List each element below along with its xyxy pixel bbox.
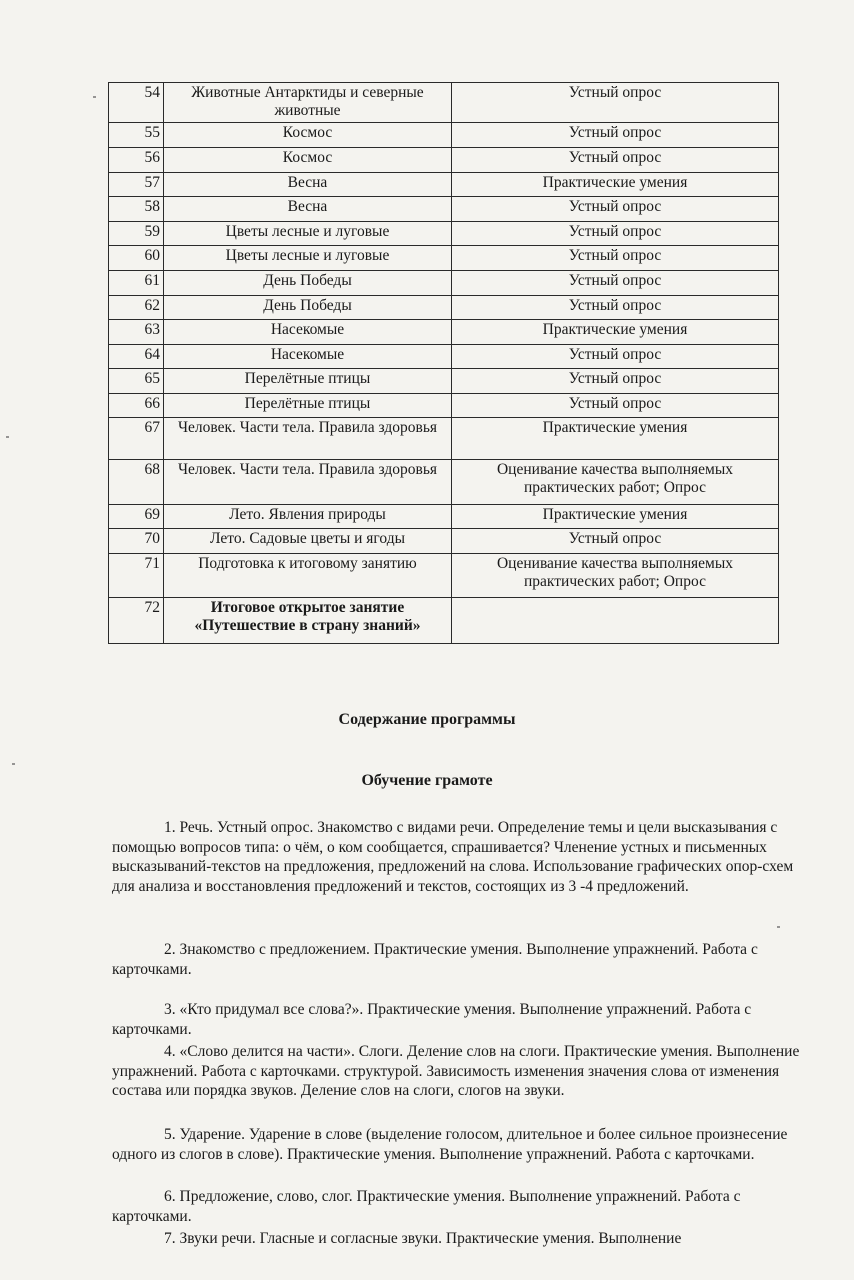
row-number: 62 — [109, 296, 164, 320]
row-number: 55 — [109, 123, 164, 148]
row-assessment: Устный опрос — [452, 123, 779, 148]
row-topic: Перелётные птицы — [164, 369, 452, 394]
row-assessment: Устный опрос — [452, 296, 779, 320]
row-assessment: Устный опрос — [452, 369, 779, 394]
row-assessment: Устный опрос — [452, 222, 779, 246]
scan-speck — [777, 926, 780, 928]
row-topic: Животные Антарктиды и северные животные — [164, 83, 452, 123]
table-row — [109, 123, 779, 148]
row-topic: Лето. Явления природы — [164, 505, 452, 529]
scan-speck — [93, 96, 96, 98]
row-assessment: Устный опрос — [452, 148, 779, 173]
paragraph: 7. Звуки речи. Гласные и согласные звуки. Практические умения. Выполнение — [164, 1230, 682, 1247]
row-topic: День Победы — [164, 296, 452, 320]
lesson-plan-body — [109, 83, 779, 644]
scan-speck — [6, 436, 9, 438]
table-row — [109, 394, 779, 418]
row-number: 72 — [109, 598, 164, 644]
paragraph: 5. Ударение. Ударение в слове (выделение голосом, длительное и более сильное произнесение одного из слогов в слове). Практические умения. Выполнение упражнений. Работа с карточками. — [112, 1126, 788, 1163]
row-number: 56 — [109, 148, 164, 173]
row-number: 61 — [109, 271, 164, 296]
table-row — [109, 320, 779, 345]
row-topic: Человек. Части тела. Правила здоровья — [164, 460, 452, 505]
row-topic: Цветы лесные и луговые — [164, 246, 452, 271]
row-assessment: Устный опрос — [452, 246, 779, 271]
row-number: 69 — [109, 505, 164, 529]
row-topic: Весна — [164, 197, 452, 222]
row-topic: Перелётные птицы — [164, 394, 452, 418]
paragraph: 6. Предложение, слово, слог. Практические умения. Выполнение упражнений. Работа с карточками. — [112, 1188, 741, 1225]
row-assessment: Оценивание качества выполняемых практических работ; Опрос — [452, 554, 779, 598]
paragraph: 3. «Кто придумал все слова?». Практические умения. Выполнение упражнений. Работа с карточками. — [112, 1001, 752, 1038]
subsection-title: Обучение грамоте — [361, 772, 493, 789]
row-topic: Цветы лесные и луговые — [164, 222, 452, 246]
row-number: 65 — [109, 369, 164, 394]
row-assessment: Устный опрос — [452, 197, 779, 222]
row-number: 68 — [109, 460, 164, 505]
row-topic: Лето. Садовые цветы и ягоды — [164, 529, 452, 554]
row-topic: Человек. Части тела. Правила здоровья — [164, 418, 452, 460]
row-number: 70 — [109, 529, 164, 554]
row-assessment: Устный опрос — [452, 394, 779, 418]
row-assessment: Устный опрос — [452, 83, 779, 123]
table-row — [109, 598, 779, 644]
paragraph: 4. «Слово делится на части». Слоги. Деление слов на слоги. Практические умения. Выполнение упражнений. Работа с карточками. структурой. Зависимость изменения значения слова от изменения состава или порядка звуков. Деление слов на слоги, слогов на звуки. — [112, 1043, 800, 1099]
row-number: 64 — [109, 345, 164, 369]
row-topic: Космос — [164, 123, 452, 148]
row-number: 66 — [109, 394, 164, 418]
row-assessment: Практические умения — [452, 173, 779, 197]
row-topic: Подготовка к итоговому занятию — [164, 554, 452, 598]
table-row — [109, 83, 779, 123]
row-assessment: Практические умения — [452, 320, 779, 345]
row-topic: День Победы — [164, 271, 452, 296]
row-topic: Насекомые — [164, 345, 452, 369]
row-assessment: Практические умения — [452, 418, 779, 460]
table-row — [109, 369, 779, 394]
paragraph: 2. Знакомство с предложением. Практические умения. Выполнение упражнений. Работа с карточками. — [112, 941, 758, 978]
table-row — [109, 460, 779, 505]
row-assessment: Устный опрос — [452, 529, 779, 554]
row-number: 57 — [109, 173, 164, 197]
row-assessment: Устный опрос — [452, 345, 779, 369]
row-number: 63 — [109, 320, 164, 345]
row-number: 59 — [109, 222, 164, 246]
row-assessment: Практические умения — [452, 505, 779, 529]
row-assessment — [452, 598, 779, 644]
row-topic: Весна — [164, 173, 452, 197]
table-row — [109, 529, 779, 554]
table-row — [109, 418, 779, 460]
scan-speck — [12, 763, 15, 765]
paragraph: 1. Речь. Устный опрос. Знакомство с видами речи. Определение темы и цели высказывания с помощью вопросов типа: о чём, о ком сообщается, спрашивается? Членение устных и письменных высказываний-текстов на предложения, предложений на слова. Использование графических опор-схем для анализа и восстановления предложений и текстов, состоящих из 3 -4 предложений. — [112, 819, 794, 895]
row-number: 67 — [109, 418, 164, 460]
row-number: 58 — [109, 197, 164, 222]
table-row — [109, 554, 779, 598]
table-row — [109, 246, 779, 271]
row-number: 54 — [109, 83, 164, 123]
row-topic: Космос — [164, 148, 452, 173]
row-topic: Насекомые — [164, 320, 452, 345]
row-number: 60 — [109, 246, 164, 271]
table-row — [109, 197, 779, 222]
table-row — [109, 345, 779, 369]
table-row — [109, 505, 779, 529]
table-row — [109, 271, 779, 296]
table-row — [109, 148, 779, 173]
lesson-plan-table — [108, 82, 779, 644]
table-row — [109, 222, 779, 246]
table-row — [109, 296, 779, 320]
row-assessment: Оценивание качества выполняемых практических работ; Опрос — [452, 460, 779, 505]
section-title: Содержание программы — [338, 711, 516, 728]
table-row — [109, 173, 779, 197]
row-number: 71 — [109, 554, 164, 598]
row-topic: Итоговое открытое занятие «Путешествие в страну знаний» — [164, 598, 452, 644]
row-assessment: Устный опрос — [452, 271, 779, 296]
